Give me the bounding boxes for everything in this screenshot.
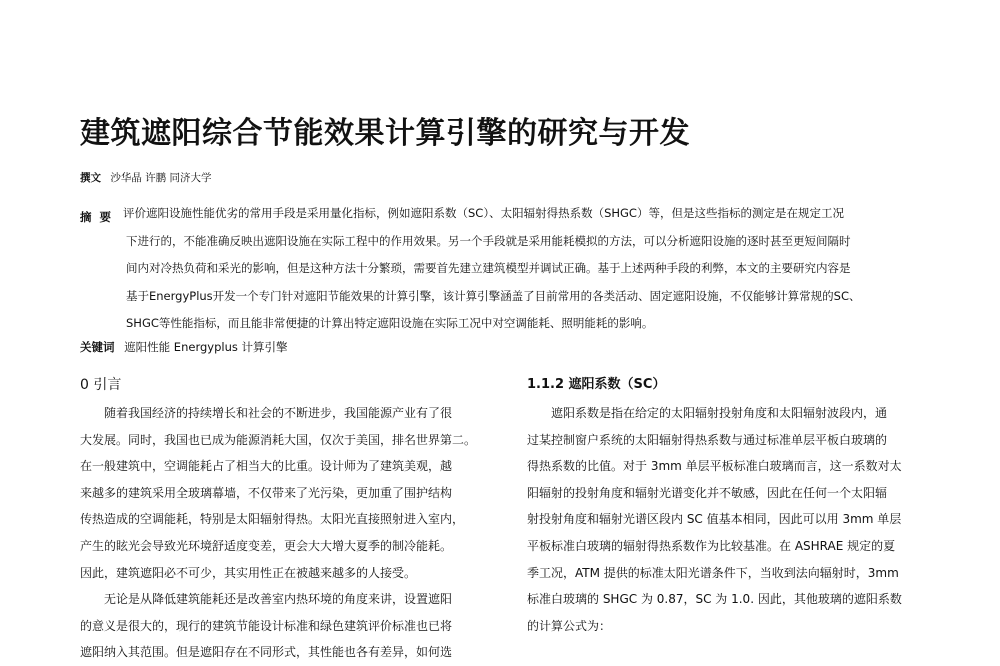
body-line: 的意义是很大的，现行的建筑节能设计标准和绿色建筑评价标准也已将 (80, 618, 453, 633)
abstract-line: SHGC等性能指标，而且能非常便捷的计算出特定遮阳设施在实际工况中对空调能耗、照明能耗的影响。 (126, 316, 654, 330)
keywords-text: 遮阳性能 Energyplus 计算引擎 (124, 340, 288, 354)
author-line (80, 170, 212, 185)
body-line: 随着我国经济的持续增长和社会的不断进步，我国能源产业有了很 (104, 406, 453, 420)
body-line: 遮阳纳入其范围。但是遮阳存在不同形式，其性能也各有差异，如何选 (80, 645, 453, 660)
abstract-text (123, 200, 966, 338)
author-label: 撰文 (80, 172, 101, 184)
abstract-line: 基于EnergyPlus开发一个专门针对遮阳节能效果的计算引擎，该计算引擎涵盖了目前常用的各类活动、固定遮阳设施，不仅能够计算常规的SC、 (126, 288, 861, 303)
body-line: 因此，建筑遮阳必不可少，其实用性正在被越来越多的人接受。 (80, 565, 417, 580)
body-line: 遮阳系数是指在给定的太阳辐射投射角度和太阳辐射波段内，通 (551, 406, 888, 420)
section-heading-shading-coefficient: 1.1.2 遮阳系数（SC） (527, 377, 666, 392)
paper-title: 建筑遮阳综合节能效果计算引擎的研究与开发 (80, 116, 690, 151)
keywords-line (80, 339, 288, 355)
body-line: 平板标准白玻璃的辐射得热系数作为比较基准。在 ASHRAE 规定的夏 (527, 538, 896, 553)
body-line: 大发展。同时，我国也已成为能源消耗大国，仅次于美国，排名世界第二。 (80, 432, 477, 447)
body-line: 产生的眩光会导致光环境舒适度变差，更会大大增大夏季的制冷能耗。 (80, 538, 453, 553)
abstract-label: 摘要 (80, 210, 119, 224)
body-line: 无论是从降低建筑能耗还是改善室内热环境的角度来讲，设置遮阳 (104, 592, 453, 607)
abstract-line: 评价遮阳设施性能优劣的常用手段是采用量化指标，例如遮阳系数（SC）、太阳辐射得热系数（SHGC）等，但是这些指标的测定是在规定工况 (123, 206, 844, 220)
body-line: 阳辐射的投射角度和辐射光谱变化并不敏感，因此在任何一个太阳辐 (527, 485, 888, 500)
body-line: 得热系数的比值。对于 3mm 单层平板标准白玻璃而言，这一系数对太 (527, 459, 902, 474)
body-line: 来越多的建筑采用全玻璃幕墙，不仅带来了光污染，更加重了围护结构 (80, 485, 453, 500)
body-line: 季工况，ATM 提供的标准太阳光谱条件下，当收到法向辐射时，3mm (527, 565, 899, 580)
body-line: 的计算公式为： (527, 618, 612, 633)
body-line: 过某控制窗户系统的太阳辐射得热系数与通过标准单层平板白玻璃的 (527, 432, 888, 447)
author-names: 沙华晶 许鹏 同济大学 (110, 172, 212, 184)
abstract-line: 间内对冷热负荷和采光的影响，但是这种方法十分繁琐，需要首先建立建筑模型并调试正确。基于上述两种手段的利弊，本文的主要研究内容是 (126, 261, 851, 275)
body-line: 标准白玻璃的 SHGC 为 0.87，SC 为 1.0. 因此，其他玻璃的遮阳系数 (527, 592, 902, 607)
keywords-label: 关键词 (80, 340, 115, 354)
right-column (527, 370, 957, 639)
body-line: 在一般建筑中，空调能耗占了相当大的比重。设计师为了建筑美观，越 (80, 459, 453, 474)
body-line: 传热造成的空调能耗，特别是太阳辐射得热。太阳光直接照射进入室内， (80, 512, 465, 527)
section-heading-introduction: 0 引言 (80, 377, 122, 393)
left-column (80, 370, 510, 666)
abstract-line: 下进行的，不能准确反映出遮阳设施在实际工程中的作用效果。另一个手段就是采用能耗模拟的方法，可以分析遮阳设施的逐时甚至更短间隔时 (126, 233, 851, 248)
body-line: 射投射角度和辐射光谱区段内 SC 值基本相同，因此可以用 3mm 单层 (527, 512, 902, 527)
